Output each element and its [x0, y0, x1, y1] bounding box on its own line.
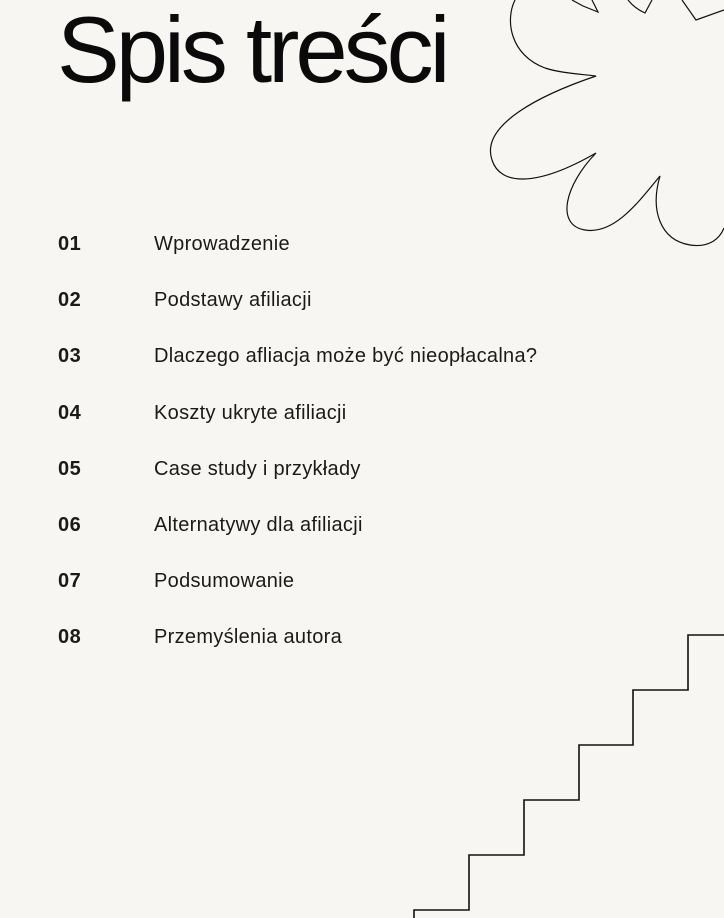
toc-item-number: 03	[58, 345, 82, 368]
toc-item-number: 02	[58, 289, 82, 312]
toc-item-label: Przemyślenia autora	[154, 626, 343, 649]
toc-item-number: 04	[58, 401, 82, 424]
toc-item-number: 06	[58, 513, 82, 536]
toc-item-label: Koszty ukryte afiliacji	[154, 401, 347, 424]
toc-item-label: Podsumowanie	[154, 570, 295, 593]
toc-item-label: Dlaczego afliacja może być nieopłacalna?	[154, 345, 538, 368]
toc-item-number: 05	[58, 457, 82, 480]
toc-item-label: Alternatywy dla afiliacji	[154, 513, 363, 536]
toc-item-label: Podstawy afiliacji	[154, 289, 312, 312]
toc-item-number: 01	[58, 233, 82, 255]
toc-item-label: Wprowadzenie	[154, 233, 290, 255]
toc-item-number: 08	[58, 626, 82, 649]
toc-item-number: 07	[58, 570, 82, 593]
toc-item-label: Case study i przykłady	[154, 457, 361, 480]
page-title: Spis treści	[57, 0, 447, 102]
